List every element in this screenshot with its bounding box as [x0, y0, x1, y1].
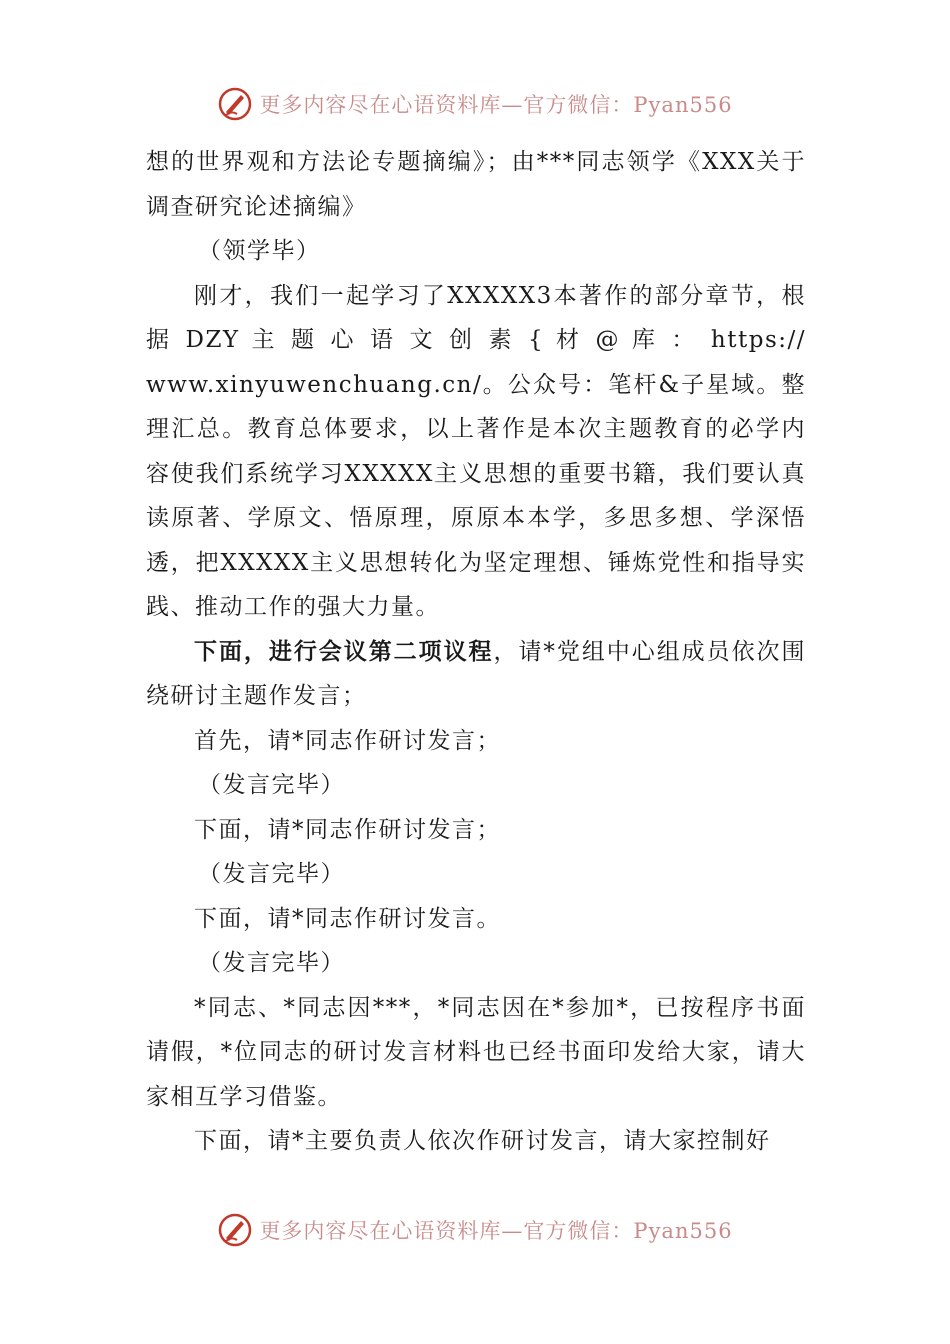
paragraph-10: （发言完毕） — [198, 950, 345, 976]
paragraph-11: *同志、*同志因***，*同志因在*参加*，已按程序书面请假，*位同志的研讨发言材料也已经书面印发给大家，请大家相互学习借鉴。 — [146, 994, 806, 1110]
paragraph-6: （发言完毕） — [198, 772, 345, 798]
document-body — [146, 140, 806, 1164]
pen-logo-icon — [217, 86, 253, 122]
header-banner — [0, 84, 950, 124]
paragraph-9: 下面，请*同志作研讨发言。 — [194, 905, 501, 932]
paragraph-4 — [146, 630, 806, 719]
pen-logo-icon — [217, 1212, 253, 1248]
agenda-text: ，请*党组中心组成员依次围绕研讨主题作发言； — [146, 638, 807, 709]
paragraph-7: 下面，请*同志作研讨发言； — [194, 816, 501, 843]
header-banner-text: 更多内容尽在心语资料库—官方微信：Pyan556 — [259, 93, 733, 117]
paragraph-8: （发言完毕） — [198, 861, 345, 887]
paragraph-3b: www.xinyuwenchuang.cn/。公众号：笔杆&子星域。整理汇总。教育总体要求，以上著作是本次主题教育的必学内容使我们系统学习XXXXX主义思想的重要书籍，我们要认真读原著、学原文、悟原理，原原本本学，多思多想、学深悟透，把XXXXX主义思想转化为坚定理想、锤炼党性和指导实践、推动工作的强大力量。 — [146, 371, 806, 620]
paragraph-2: （领学毕） — [198, 238, 321, 264]
footer-banner — [0, 1210, 950, 1250]
agenda-heading: 下面，进行会议第二项议程 — [194, 637, 494, 665]
footer-banner-text: 更多内容尽在心语资料库—官方微信：Pyan556 — [259, 1219, 733, 1243]
paragraph-12: 下面，请*主要负责人依次作研讨发言，请大家控制好 — [194, 1128, 771, 1154]
paragraph-5: 首先，请*同志作研讨发言； — [194, 727, 501, 754]
paragraph-1: 想的世界观和方法论专题摘编》；由***同志领学《XXX关于调查研究论述摘编》 — [146, 149, 806, 220]
paragraph-3a: 刚才，我们一起学习了XXXXX3本著作的部分章节，根据 DZY 主 题 心 语 文 创 素 { 材 @ 库 ： https:// — [146, 282, 806, 353]
